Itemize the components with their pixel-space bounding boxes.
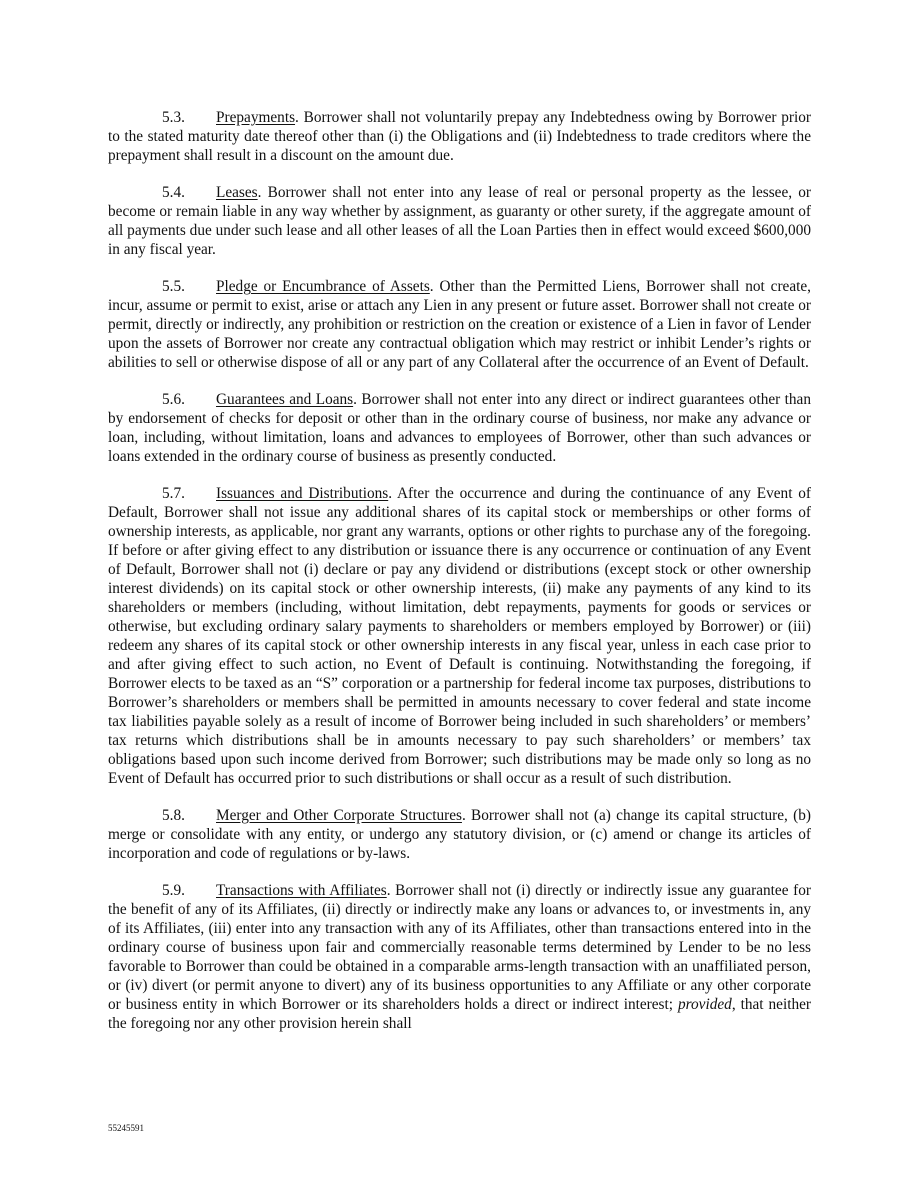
section-heading: Guarantees and Loans <box>216 391 354 408</box>
document-page <box>108 108 811 1051</box>
section-body: . Borrower shall not enter into any lease of real or personal property as the lessee, or become or remain liable in any way whether by assignment, as guaranty or other surety, if the aggregate amount of all payments due under such lease and all other leases of all the Loan Parties then in effect would exceed $600,000 in any fiscal year. <box>108 184 811 258</box>
section-body: . Borrower shall not enter into any direct or indirect guarantees other than by endorsement of checks for deposit or other than in the ordinary course of business, nor make any advance or loan, including, without limitation, loans and advances to employees of Borrower, other than such advances or loans extended in the ordinary course of business as presently conducted. <box>108 391 811 465</box>
section-heading: Leases <box>216 184 258 201</box>
section-5-9 <box>108 881 811 1033</box>
section-5-4 <box>108 183 811 259</box>
section-5-3 <box>108 108 811 165</box>
section-5-8 <box>108 806 811 863</box>
section-body: . Borrower shall not (a) change its capital structure, (b) merge or consolidate with any entity, or undergo any statutory division, or (c) amend or change its articles of incorporation and code of regulations or by-laws. <box>108 807 811 862</box>
section-body: . Borrower shall not (i) directly or indirectly issue any guarantee for the benefit of any of its Affiliates, (ii) directly or indirectly make any loans or advances to, or investments in, any of its Affiliates, (iii) enter into any transaction with any of its Affiliates, other than transactions entered into in the ordinary course of business upon fair and commercially reasonable terms determined by Lender to be no less favorable to Borrower than could be obtained in a comparable arms-length transaction with an unaffiliated person, or (iv) divert (or permit anyone to divert) any of its business opportunities to any Affiliate or any other corporate or business entity in which Borrower or its shareholders holds a direct or indirect interest; <box>108 882 811 1013</box>
section-number: 5.6. <box>162 391 185 408</box>
section-number: 5.4. <box>162 184 185 201</box>
section-5-7 <box>108 484 811 788</box>
section-5-6 <box>108 390 811 466</box>
section-number: 5.3. <box>162 109 185 126</box>
section-number: 5.8. <box>162 807 185 824</box>
section-heading: Merger and Other Corporate Structures <box>216 807 462 824</box>
section-body: . Other than the Permitted Liens, Borrower shall not create, incur, assume or permit to exist, arise or attach any Lien in any present or future asset. Borrower shall not create or permit, directly or indirectly, any prohibition or restriction on the creation or existence of a Lien in favor of Lender upon the assets of Borrower nor create any contractual obligation which may restrict or inhibit Lender’s rights or abilities to sell or otherwise dispose of all or any part of any Collateral after the occurrence of an Event of Default. <box>108 278 811 371</box>
section-body: . After the occurrence and during the continuance of any Event of Default, Borrower shall not issue any additional shares of its capital stock or memberships or other forms of ownership interests, as applicable, nor grant any warrants, options or other rights to purchase any of the foregoing. If before or after giving effect to any distribution or issuance there is any occurrence or continuation of any Event of Default, Borrower shall not (i) declare or pay any dividend or distributions (except stock or other ownership interest dividends) on its capital stock or other ownership interests, (ii) make any payments of any kind to its shareholders or members (including, without limitation, debt repayments, payments for goods or services or otherwise, but excluding ordinary salary payments to shareholders or members employed by Borrower) or (iii) redeem any shares of its capital stock or other ownership interests in any fiscal year, unless in each case prior to and after giving effect to such action, no Event of Default is continuing. Notwithstanding the foregoing, if Borrower elects to be taxed as an “S” corporation or a partnership for federal income tax purposes, distributions to Borrower’s shareholders or members shall be permitted in amounts necessary to cover federal and state income tax liabilities payable solely as a result of income of Borrower being included in such shareholders’ or members’ tax returns which distributions shall be in amounts necessary to pay such shareholders’ or members’ tax obligations based upon such income derived from Borrower; such distributions may be made only so long as no Event of Default has occurred prior to such distributions or shall occur as a result of such distribution. <box>108 485 811 787</box>
section-body: . Borrower shall not voluntarily prepay any Indebtedness owing by Borrower prior to the stated maturity date thereof other than (i) the Obligations and (ii) Indebtedness to trade creditors where the prepayment shall result in a discount on the amount due. <box>108 109 811 164</box>
section-heading: Pledge or Encumbrance of Assets <box>216 278 430 295</box>
section-number: 5.5. <box>162 278 185 295</box>
document-id: 55245591 <box>108 1123 144 1133</box>
section-heading: Prepayments <box>216 109 296 126</box>
section-body-tail: , that neither the foregoing nor any other provision herein shall <box>108 996 811 1032</box>
section-number: 5.9. <box>162 882 185 899</box>
section-number: 5.7. <box>162 485 185 502</box>
section-heading: Transactions with Affiliates <box>216 882 387 899</box>
italic-term: provided <box>678 996 732 1013</box>
section-heading: Issuances and Distributions <box>216 485 389 502</box>
section-5-5 <box>108 277 811 372</box>
